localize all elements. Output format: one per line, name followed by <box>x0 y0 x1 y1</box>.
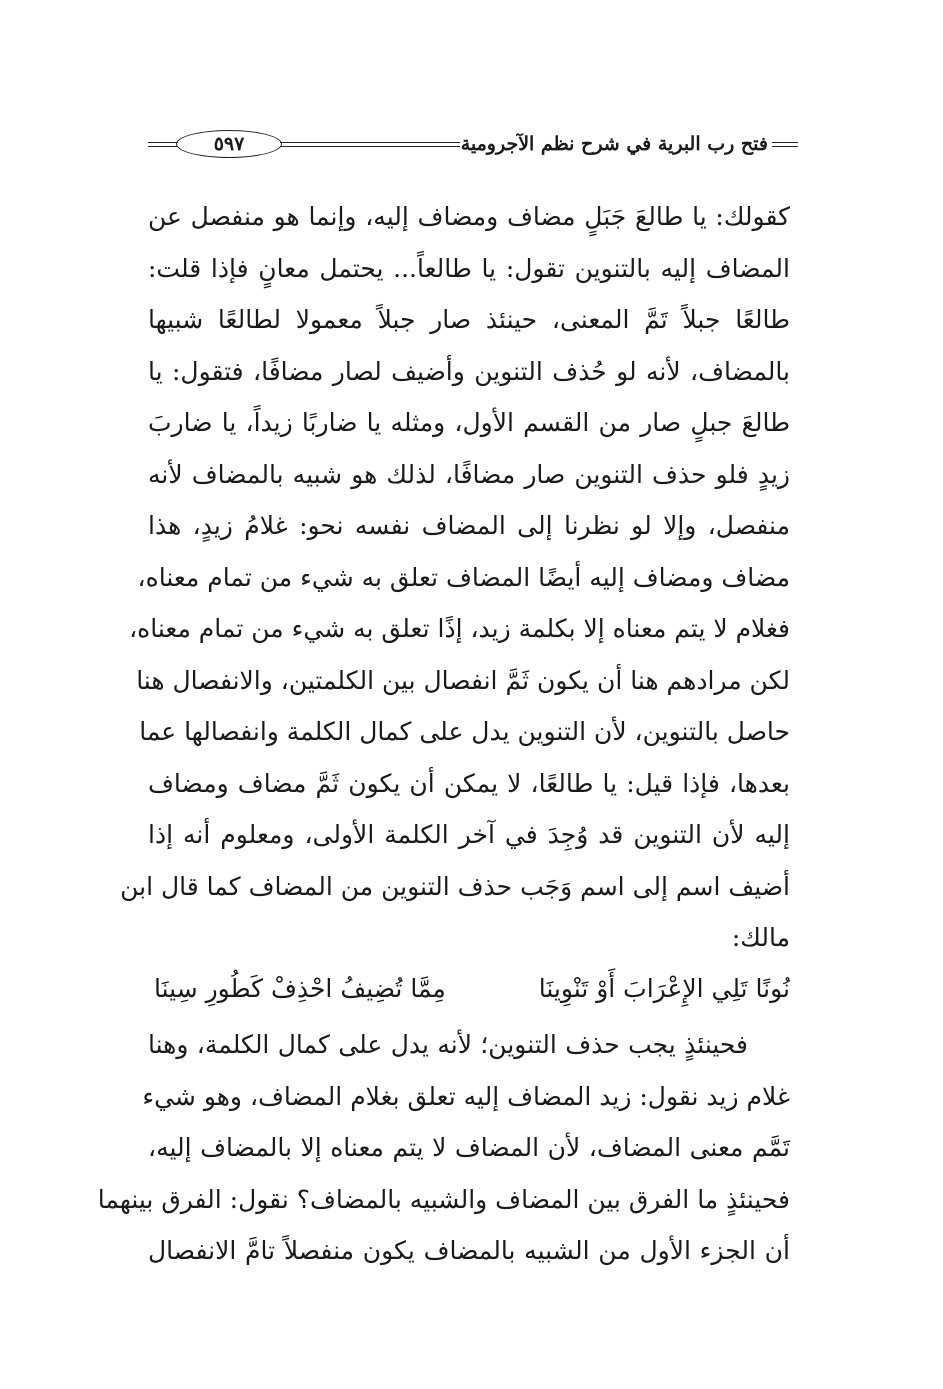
running-header <box>148 130 798 166</box>
text-line: أن الجزء الأول من الشبيه بالمضاف يكون منفصلاً تامَّ الانفصال <box>148 1236 790 1265</box>
text-line: بعدها، فإذا قيل: يا طالعًا، لا يمكن أن يكون ثَمَّ مضاف ومضاف <box>148 768 790 798</box>
text-line: لكن مرادهم هنا أن يكون ثَمَّ انفصال بين الكلمتين، والانفصال هنا <box>136 665 790 695</box>
text-line: فحينئذٍ ما الفرق بين المضاف والشبيه بالمضاف؟ نقول: الفرق بينهما <box>97 1184 790 1214</box>
text-line: مالك: <box>731 923 790 952</box>
verse-first-hemistich: نُونًا تَلِي الإِعْرَابَ أَوْ تَنْوِينَا <box>538 974 790 1003</box>
header-rule-right <box>772 142 798 147</box>
header-rule-left <box>148 142 178 147</box>
text-line: طالعًا جبلاً تَمَّ المعنى، حينئذ صار جبلاً معمولا لطالعًا شبيها <box>148 305 790 334</box>
paragraph-2 <box>97 1019 790 1277</box>
text-line: أضيف اسم إلى اسم وَجَب حذف التنوين من المضاف كما قال ابن <box>120 871 790 901</box>
verse-second-hemistich: مِمَّا تُضِيفُ احْذِفْ كَطُورِ سِينَا <box>154 974 446 1003</box>
header-rule-middle <box>280 142 460 147</box>
paragraph-1 <box>120 191 790 964</box>
text-line: تَمَّم معنى المضاف، لأن المضاف لا يتم معناه إلا بالمضاف إليه، <box>148 1133 790 1162</box>
text-line: حاصل بالتنوين، لأن التنوين يدل على كمال الكلمة وانفصالها عما <box>139 717 790 746</box>
text-line: فغلام لا يتم معناه إلا بكلمة زيد، إذًا تعلق به شيء من تمام معناه، <box>129 614 790 643</box>
text-line: بالمضاف، لأنه لو حُذف التنوين وأضيف لصار مضافًا، فتقول: يا <box>148 356 790 386</box>
text-line: كقولك: يا طالعَ جَبَلٍ مضاف ومضاف إليه، وإنما هو منفصل عن <box>148 202 790 231</box>
text-line: زيدٍ فلو حذف التنوين صار مضافًا، لذلك هو شبيه بالمضاف لأنه <box>148 459 790 489</box>
text-line: غلام زيد نقول: زيد المضاف إليه تعلق بغلام المضاف، وهو شيء <box>142 1081 790 1111</box>
text-line: طالعَ جبلٍ صار من القسم الأول، ومثله يا ضاربًا زيداً، يا ضاربَ <box>148 408 790 437</box>
book-title: فتح رب البرية في شرح نظم الآجرومية <box>460 133 768 155</box>
text-line: إليه لأن التنوين قد وُجِدَ في آخر الكلمة الأولى، ومعلوم أنه إذا <box>148 820 790 849</box>
text-line: فحينئذٍ يجب حذف التنوين؛ لأنه يدل على كمال الكلمة، وهنا <box>148 1030 748 1059</box>
text-line: مضاف ومضاف إليه أيضًا المضاف تعلق به شيء من تمام معناه، <box>137 562 790 592</box>
poetry-verse <box>148 966 790 1012</box>
page-number: ٥٩٧ <box>176 130 282 158</box>
text-line: المضاف إليه بالتنوين تقول: يا طالعاً... يحتمل معانٍ فإذا قلت: <box>148 253 790 283</box>
text-line: منفصل، وإلا لو نظرنا إلى المضاف نفسه نحو: غلامُ زيدٍ، هذا <box>148 511 790 540</box>
